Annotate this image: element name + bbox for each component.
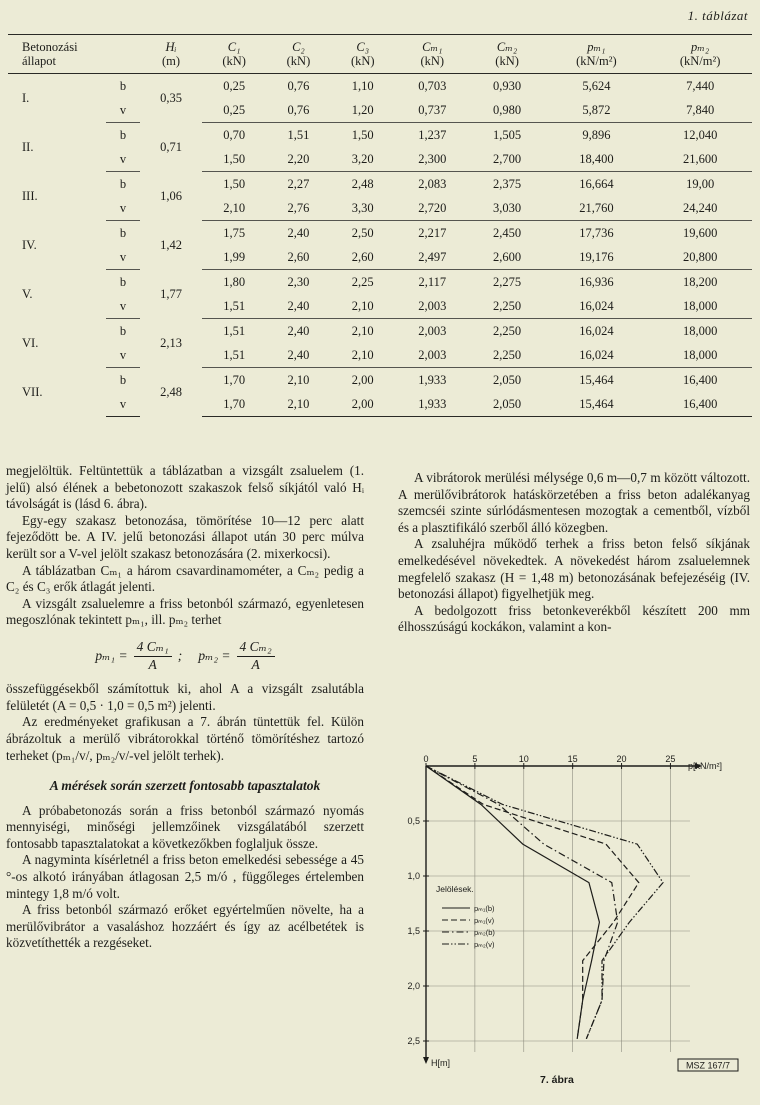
series-line-3 [426, 766, 618, 1039]
formula-lhs: pₘ₂ = [198, 647, 231, 663]
mode-cell: b [119, 78, 127, 93]
header-unit: (kN) [286, 54, 311, 68]
value-cell: 16,400 [648, 392, 752, 417]
column-header [8, 35, 106, 74]
value-cell: 7,440 [686, 78, 715, 93]
value-cell: 16,400 [682, 372, 718, 387]
legend-title: Jelölések. [436, 884, 474, 894]
value-cell: 16,936 [579, 274, 614, 289]
value-cell: 2,250 [493, 323, 522, 338]
table-label: 1. táblázat [687, 8, 748, 23]
value-cell: 1,75 [223, 225, 246, 240]
value-cell: 1,70 [202, 392, 266, 417]
value-cell: 1,51 [202, 294, 266, 319]
value-cell: 2,250 [470, 343, 545, 368]
mode-cell: b [119, 176, 127, 191]
x-tick-label: 15 [567, 754, 578, 764]
value-cell: 2,60 [331, 245, 395, 270]
value-cell: 1,51 [287, 127, 310, 142]
state-cell: III. [22, 188, 38, 203]
value-cell: 1,20 [331, 98, 395, 123]
paragraph: A zsaluhéjra működő terhek a friss beton felső síkjának emelkedésével növekedtek. A növekedést három zsaluelemnek megfelelő szakasz (H = 1,48 m) betonozásának befejezéséig (IV. betonozási állapot) figyelhetjük meg. [398, 536, 750, 602]
value-cell: 18,000 [682, 323, 718, 338]
series-line-2 [426, 766, 639, 1039]
paragraph: megjelöltük. Feltüntettük a táblázatban a vizsgált zsaluelem (1. jelű) alsó élének a bebetonozott szakaszok felső síkjától való Hᵢ távolságát is (lásd 6. ábra). [6, 463, 364, 512]
value-cell: 1,505 [493, 127, 522, 142]
value-cell: 0,930 [493, 78, 522, 93]
value-cell: 0,70 [223, 127, 246, 142]
header-unit: (kN) [350, 54, 375, 68]
series-line-4 [426, 766, 663, 1039]
value-cell: 16,664 [579, 176, 614, 191]
table-row [8, 147, 752, 172]
header-symbol: C₁ [227, 40, 241, 54]
table-row [8, 98, 752, 123]
state-cell: VI. [22, 335, 39, 350]
height-cell: 1,42 [160, 237, 182, 252]
y-tick-label: 2,0 [407, 981, 420, 991]
paragraph: A vibrátorok merülési mélysége 0,6 m—0,7 m között változott. A merülővibrátorok hatáskörzetében a friss beton adalékanyag szemcséi szinte súrlódásmentesen mozogtak a cementből, vízből és a plasztifikáló szerből álló közegben. [398, 470, 750, 535]
value-cell: 1,70 [223, 372, 246, 387]
mode-cell: v [106, 196, 140, 221]
value-cell: 2,083 [418, 176, 447, 191]
value-cell: 2,40 [266, 294, 330, 319]
column-header [106, 35, 140, 74]
value-cell: 1,51 [202, 343, 266, 368]
paragraph: Egy-egy szakasz betonozása, tömörítése 10—12 perc alatt fejeződött be. A IV. jelű betonozási állapot után 30 perc múlva került sor a V-vel jelölt szakasz betonozására (2. mixerkocsi). [6, 512, 364, 561]
left-text-column [6, 463, 364, 952]
value-cell: 15,464 [579, 372, 614, 387]
column-header [140, 35, 202, 74]
value-cell: 1,51 [223, 323, 246, 338]
value-cell: 18,400 [545, 147, 649, 172]
legend-label: pₘ₁(b) [474, 904, 495, 913]
header-symbol: Betonozási [22, 40, 78, 54]
section-heading: A mérések során szerzett fontosabb tapasztalatok [49, 778, 321, 794]
mode-cell: v [106, 98, 140, 123]
figure-7-chart [398, 752, 750, 1072]
header-symbol: pₘ₂ [690, 40, 710, 54]
value-cell: 3,030 [470, 196, 545, 221]
value-cell: 24,240 [648, 196, 752, 221]
paragraph: A nagyminta kísérletnél a friss beton emelkedési sebessége a 45 °-os alkotó irányában átlagosan 2,5 m/ó , függőleges értelemben mintegy 1,8 m/ó volt. [6, 852, 364, 901]
value-cell: 1,50 [202, 147, 266, 172]
table-header-row [8, 35, 752, 74]
formula-lhs: pₘ₁ = [95, 647, 128, 663]
x-tick-label: 25 [665, 754, 676, 764]
column-header [266, 35, 330, 74]
paragraph: A próbabetonozás során a friss betonból származó nyomás mennyiségi, minőségi jellemzőinek vizsgálatából szerzett fontosabb tapasztalatokat a következőkben foglaljuk össze. [6, 802, 364, 851]
value-cell: 19,176 [545, 245, 649, 270]
value-cell: 9,896 [582, 127, 611, 142]
header-symbol: Cₘ₂ [496, 40, 518, 54]
value-cell: 2,600 [470, 245, 545, 270]
value-cell: 2,40 [266, 343, 330, 368]
state-cell: VII. [22, 384, 43, 399]
value-cell: 0,25 [223, 78, 246, 93]
right-text-column [398, 470, 750, 636]
header-unit: (kN) [420, 54, 445, 68]
y-tick-label: 1,0 [407, 871, 420, 881]
legend-label: pₘ₂(b) [474, 928, 495, 937]
x-tick-label: 20 [616, 754, 627, 764]
formula-separator: ; [177, 647, 193, 663]
value-cell: 2,10 [331, 294, 395, 319]
value-cell: 1,80 [223, 274, 246, 289]
mode-cell: v [106, 245, 140, 270]
mode-cell: v [106, 147, 140, 172]
header-symbol: C₃ [356, 40, 370, 54]
value-cell: 2,10 [331, 343, 395, 368]
value-cell: 2,250 [470, 294, 545, 319]
value-cell: 0,737 [395, 98, 470, 123]
column-header [648, 35, 752, 74]
y-tick-label: 0,5 [407, 816, 420, 826]
value-cell: 20,800 [648, 245, 752, 270]
value-cell: 2,20 [266, 147, 330, 172]
value-cell: 2,30 [287, 274, 310, 289]
value-cell: 1,237 [418, 127, 447, 142]
value-cell: 2,003 [395, 294, 470, 319]
y-axis-arrow [423, 1057, 429, 1064]
value-cell: 21,600 [648, 147, 752, 172]
value-cell: 2,10 [266, 392, 330, 417]
value-cell: 1,99 [202, 245, 266, 270]
y-axis-label: H[m] [431, 1058, 450, 1068]
value-cell: 17,736 [579, 225, 614, 240]
value-cell: 2,450 [493, 225, 522, 240]
paragraph: A friss betonból származó erőket egyértelműen növelte, ha a merülővibrátor a vasaláshoz hozzáért és így az acélbetétek is közvetíthették a rezgéseket. [6, 902, 364, 951]
table-row [8, 319, 752, 344]
fraction-numerator: 4 Cₘ₂ [237, 639, 275, 657]
value-cell: 15,464 [545, 392, 649, 417]
value-cell: 19,00 [686, 176, 715, 191]
table-row [8, 392, 752, 417]
state-cell: V. [22, 286, 33, 301]
data-table [8, 34, 752, 417]
value-cell: 19,600 [682, 225, 718, 240]
mode-cell: b [119, 127, 127, 142]
paragraph: A vizsgált zsaluelemre a friss betonból származó, egyenletesen megoszlónak tekintett pₘ₁, ill. pₘ₂ terhet [6, 595, 364, 628]
paragraph: összefüggésekből számítottuk ki, ahol A a vizsgált zsalutábla felületét (A = 0,5 · 1,0 = 0,5 m²) jelenti. [6, 681, 364, 713]
column-header [331, 35, 395, 74]
value-cell: 1,10 [351, 78, 374, 93]
header-symbol: pₘ₁ [587, 40, 606, 54]
table-row [8, 270, 752, 295]
value-cell: 2,40 [287, 323, 310, 338]
header-symbol: Hᵢ [165, 40, 177, 54]
header-unit: (kN/m²) [576, 54, 617, 68]
value-cell: 2,10 [202, 196, 266, 221]
value-cell: 2,00 [331, 392, 395, 417]
paragraph: A bedolgozott friss betonkeverékből készített 200 mm élhosszúságú kockákon, valamint a kon- [398, 602, 750, 635]
mode-cell: b [119, 274, 127, 289]
x-axis-label: p[kN/m²] [688, 761, 723, 771]
table-row [8, 123, 752, 148]
height-cell: 0,71 [160, 139, 182, 154]
chart-svg [398, 752, 750, 1072]
value-cell: 2,48 [351, 176, 374, 191]
value-cell: 3,20 [331, 147, 395, 172]
header-unit: (kN/m²) [679, 54, 721, 68]
stamp-text: MSZ 167/7 [685, 1060, 731, 1071]
value-cell: 0,980 [470, 98, 545, 123]
header-unit: (m) [161, 54, 181, 68]
value-cell: 2,275 [493, 274, 522, 289]
value-cell: 12,040 [682, 127, 718, 142]
value-cell: 2,00 [351, 372, 374, 387]
value-cell: 2,700 [470, 147, 545, 172]
header-symbol: Cₘ₁ [422, 40, 443, 54]
value-cell: 21,760 [545, 196, 649, 221]
mode-cell: b [119, 372, 127, 387]
state-cell: II. [22, 139, 34, 154]
header-unit: (kN) [495, 54, 519, 68]
state-cell: I. [22, 90, 30, 105]
figure-caption: 7. ábra [540, 1074, 574, 1086]
state-cell: IV. [22, 237, 37, 252]
value-cell: 0,76 [266, 98, 330, 123]
table-row [8, 74, 752, 99]
paragraph: A táblázatban Cₘ₁ a három csavardinamométer, a Cₘ₂ pedig a C₂ és C₃ erők átlagát jelenti. [6, 562, 364, 595]
table-row [8, 343, 752, 368]
table-row [8, 368, 752, 393]
y-tick-label: 2,5 [407, 1036, 420, 1046]
mode-cell: b [119, 323, 127, 338]
height-cell: 2,13 [160, 335, 182, 350]
value-cell: 16,024 [545, 294, 649, 319]
height-cell: 1,77 [160, 286, 182, 301]
column-header [202, 35, 266, 74]
value-cell: 2,497 [395, 245, 470, 270]
value-cell: 2,25 [351, 274, 374, 289]
height-cell: 2,48 [160, 384, 182, 399]
value-cell: 5,624 [582, 78, 611, 93]
value-cell: 18,200 [682, 274, 718, 289]
value-cell: 2,050 [493, 372, 522, 387]
value-cell: 2,117 [418, 274, 447, 289]
table-row [8, 221, 752, 246]
value-cell: 2,300 [395, 147, 470, 172]
value-cell: 16,024 [545, 343, 649, 368]
fraction-denominator: A [251, 656, 260, 672]
x-tick-label: 5 [472, 754, 478, 764]
column-header [545, 35, 649, 74]
formula-fraction [134, 639, 172, 673]
table-row [8, 172, 752, 197]
value-cell: 2,720 [395, 196, 470, 221]
value-cell: 2,40 [287, 225, 310, 240]
value-cell: 3,30 [331, 196, 395, 221]
formula-fraction [237, 639, 275, 673]
mode-cell: v [106, 343, 140, 368]
x-tick-label: 0 [423, 754, 429, 764]
value-cell: 2,217 [418, 225, 447, 240]
value-cell: 1,50 [351, 127, 374, 142]
value-cell: 2,003 [395, 343, 470, 368]
x-tick-label: 10 [518, 754, 529, 764]
value-cell: 2,27 [287, 176, 310, 191]
table-row [8, 245, 752, 270]
value-cell: 2,10 [351, 323, 374, 338]
value-cell: 1,933 [395, 392, 470, 417]
value-cell: 1,933 [418, 372, 447, 387]
header-unit: állapot [22, 54, 57, 68]
height-cell: 0,35 [160, 90, 182, 105]
header-unit: (kN) [222, 54, 246, 68]
fraction-numerator: 4 Cₘ₁ [134, 639, 172, 657]
value-cell: 2,76 [266, 196, 330, 221]
value-cell: 2,375 [493, 176, 522, 191]
value-cell: 2,50 [351, 225, 374, 240]
table-row [8, 196, 752, 221]
legend-label: pₘ₂(v) [474, 940, 495, 949]
value-cell: 5,872 [545, 98, 649, 123]
value-cell: 2,003 [418, 323, 447, 338]
mode-cell: b [119, 225, 127, 240]
value-cell: 16,024 [579, 323, 614, 338]
pressure-formula [6, 639, 364, 673]
value-cell: 18,000 [648, 343, 752, 368]
column-header [395, 35, 470, 74]
value-cell: 18,000 [648, 294, 752, 319]
mode-cell: v [106, 392, 140, 417]
value-cell: 0,76 [287, 78, 310, 93]
value-cell: 2,60 [266, 245, 330, 270]
table-body [8, 74, 752, 417]
value-cell: 0,703 [418, 78, 447, 93]
y-tick-label: 1,5 [407, 926, 420, 936]
fraction-denominator: A [148, 656, 157, 672]
value-cell: 2,050 [470, 392, 545, 417]
value-cell: 0,25 [202, 98, 266, 123]
mode-cell: v [106, 294, 140, 319]
table-row [8, 294, 752, 319]
value-cell: 2,10 [287, 372, 310, 387]
legend-label: pₘ₁(v) [474, 916, 495, 925]
height-cell: 1,06 [160, 188, 182, 203]
header-symbol: C₂ [292, 40, 305, 54]
value-cell: 1,50 [223, 176, 246, 191]
column-header [470, 35, 545, 74]
paragraph: Az eredményeket grafikusan a 7. ábrán tüntettük fel. Külön ábrázoltuk a merülő vibrátorokkal történő tömörítéshez tartozó terheket (pₘ₁/v/, pₘ₂/v/-vel jelölt terhek). [6, 714, 364, 763]
value-cell: 7,840 [648, 98, 752, 123]
